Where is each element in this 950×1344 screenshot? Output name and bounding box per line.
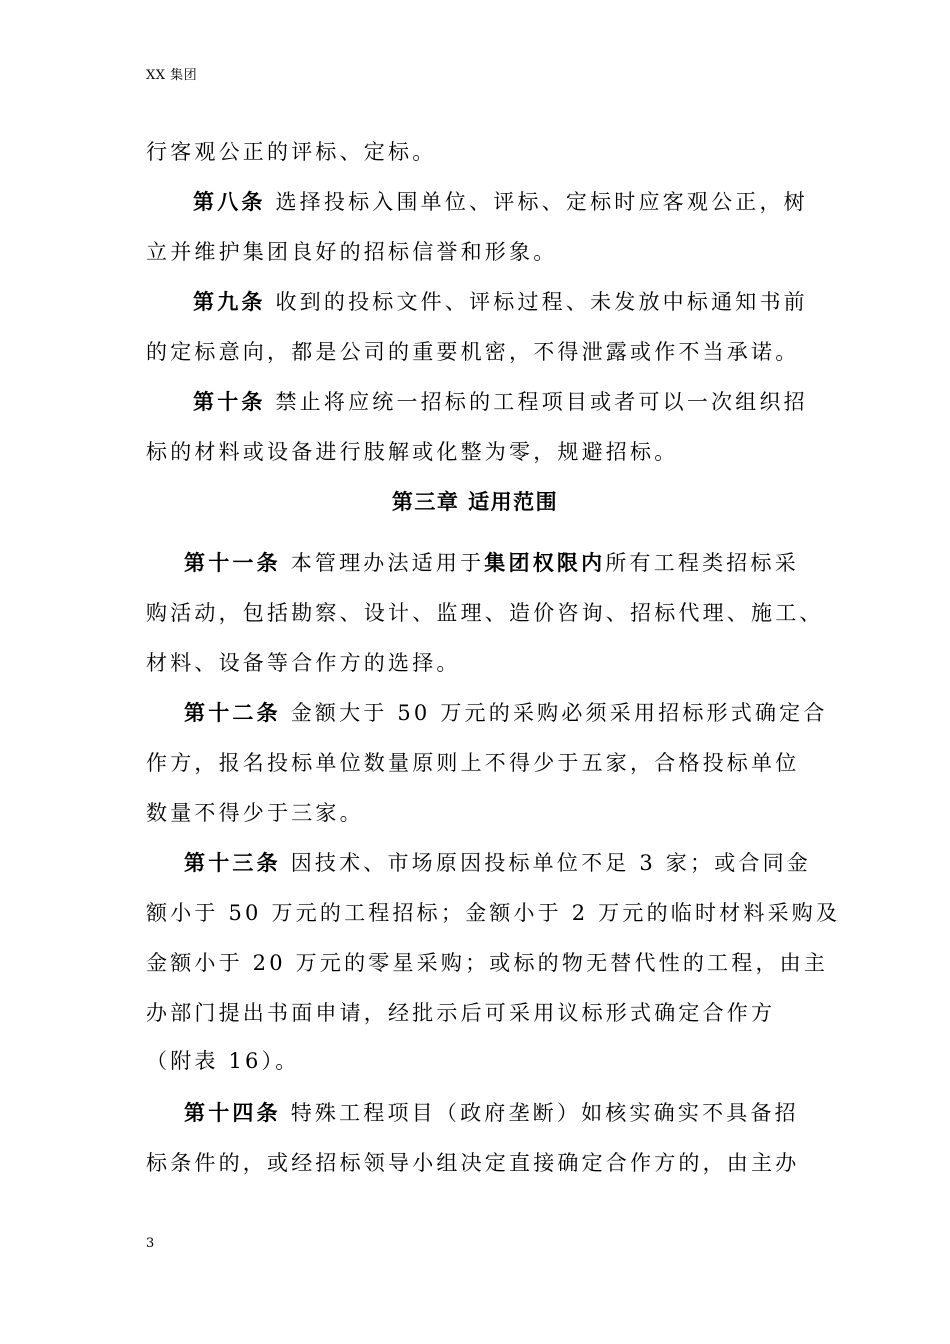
article-heading: 第十条 [193, 389, 266, 414]
paragraph-line [146, 799, 364, 827]
line-text: 标条件的，或经招标领导小组决定直接确定合作方的，由主办 [146, 1151, 800, 1175]
page-header: XX 集团 [146, 68, 198, 83]
paragraph-line [146, 749, 799, 777]
article-heading: 第十四条 [184, 1100, 281, 1125]
paragraph-line [193, 288, 808, 316]
paragraph-line [146, 899, 840, 927]
paragraph-line [146, 1047, 300, 1075]
line-text: 材料、设备等合作方的选择。 [146, 651, 461, 675]
paragraph-line [184, 849, 811, 877]
chapter-title: 第三章 适用范围 [391, 489, 559, 514]
article-heading: 第十一条 [184, 550, 281, 575]
line-text: 办部门提出书面申请，经批示后可采用议标形式确定合作方 [146, 1001, 776, 1025]
line-text: 的定标意向，都是公司的重要机密，不得泄露或作不当承诺。 [146, 340, 800, 364]
line-text: 购活动，包括勘察、设计、监理、造价咨询、招标代理、施工、 [146, 601, 824, 625]
page-number: 3 [146, 1236, 155, 1251]
paragraph-line [146, 138, 436, 166]
line-text: 所有工程类招标采 [605, 551, 799, 575]
emphasis-text: 集团权限内 [484, 550, 606, 575]
line-text: 收到的投标文件、评标过程、未发放中标通知书前 [265, 290, 808, 314]
line-text: 作方，报名投标单位数量原则上不得少于五家，合格投标单位 [146, 751, 800, 775]
line-text: 数量不得少于三家。 [146, 801, 364, 825]
line-text: 立并维护集团良好的招标信誉和形象。 [146, 240, 558, 264]
paragraph-line [146, 599, 824, 627]
paragraph-line [146, 338, 799, 366]
paragraph-line [184, 549, 799, 577]
line-text: 行客观公正的评标、定标。 [146, 140, 437, 164]
paragraph-line [146, 949, 828, 977]
article-heading: 第十三条 [184, 850, 281, 875]
line-text: 额小于 50 万元的工程招标；金额小于 2 万元的临时材料采购及 [146, 901, 841, 925]
paragraph-line [146, 1149, 799, 1177]
paragraph-line [146, 238, 557, 266]
line-text: （附表 16）。 [146, 1049, 300, 1073]
paragraph-line [146, 649, 461, 677]
article-heading: 第十二条 [184, 700, 281, 725]
line-text: 选择投标入围单位、评标、定标时应客观公正，树 [265, 190, 808, 214]
paragraph-line [193, 388, 808, 416]
paragraph-line [146, 438, 678, 466]
paragraph-line [184, 1099, 799, 1127]
line-text: 本管理办法适用于 [280, 551, 485, 575]
line-text: 因技术、市场原因投标单位不足 3 家；或合同金 [280, 851, 811, 875]
paragraph-line [146, 999, 775, 1027]
paragraph-line [184, 699, 828, 727]
line-text: 标的材料或设备进行肢解或化整为零，规避招标。 [146, 440, 679, 464]
line-text: 金额大于 50 万元的采购必须采用招标形式确定合 [280, 701, 828, 725]
line-text: 特殊工程项目（政府垄断）如核实确实不具备招 [280, 1101, 799, 1125]
article-heading: 第八条 [193, 189, 266, 214]
article-heading: 第九条 [193, 289, 266, 314]
line-text: 金额小于 20 万元的零星采购；或标的物无替代性的工程，由主 [146, 951, 829, 975]
paragraph-line [193, 188, 808, 216]
line-text: 禁止将应统一招标的工程项目或者可以一次组织招 [265, 390, 808, 414]
